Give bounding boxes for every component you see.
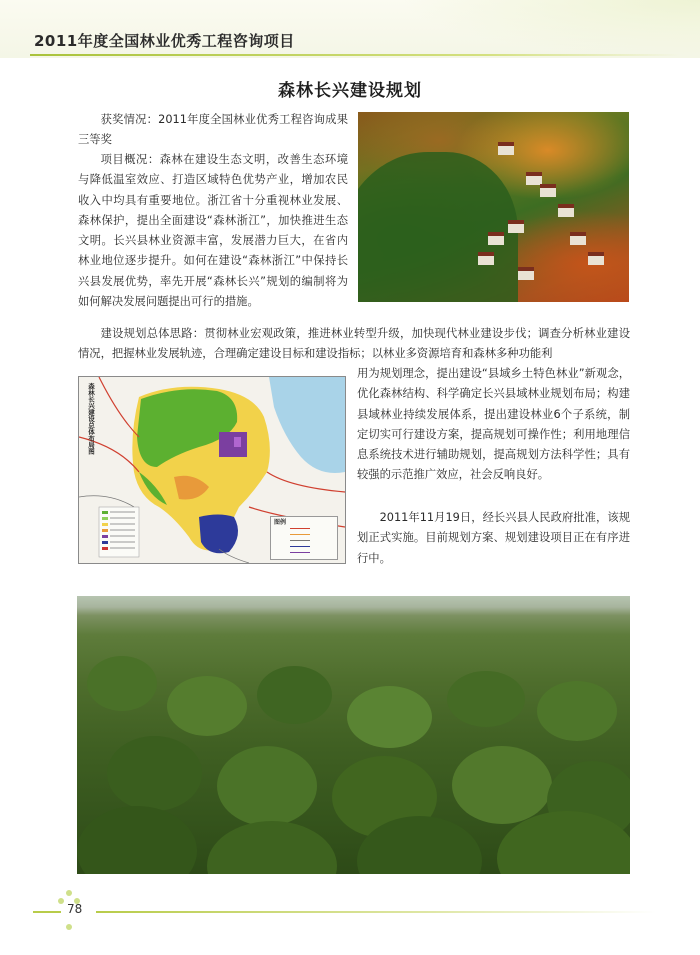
approach-paragraph-continued: 用为规划理念，提出建设“县域乡土特色林业”新观念，优化森林结构、科学确定长兴县域林业规划布局；构建县域林业持续发展体系，提出建设林业6个子系统，制定切实可行建设方案，提高规划可操作性；利用地理信息系统技术进行辅助规划，提高规划方法科学性；具有较强的示范推广效应，社会反响良好。 [357,367,630,482]
map-title: 森林长兴建设总体布局图 [87,383,95,455]
house-shape [498,142,514,155]
house-shape [540,184,556,197]
tree-crown [87,656,157,711]
article-title: 森林长兴建设规划 [278,81,422,101]
tree-crown [217,746,317,826]
legend-line [290,534,310,535]
approach-paragraph: 建设规划总体思路：贯彻林业宏观政策，推进林业转型升级，加快现代林业建设步伐；调查分析林业建设情况，把握林业发展轨迹，合理确定建设目标和建设指标；以林业多资源培育和森林多种功能利 [78,327,630,361]
house-shape [488,232,504,245]
house-shape [570,232,586,245]
tree-crown [537,681,617,741]
tree-crown [447,671,525,727]
header-rule [30,54,680,56]
tree-crown [107,736,202,811]
footer-rule-left [33,911,61,913]
tree-crown [207,821,337,874]
legend-road-line [290,528,310,529]
house-shape [478,252,494,265]
house-shape [588,252,604,265]
tree-crown [347,686,432,748]
urban-area-purple [219,432,247,457]
map-legend-title: 图例 [274,519,287,526]
award-paragraph: 获奖情况：2011年度全国林业优秀工程咨询成果三等奖 [78,113,348,147]
header-title: 2011年度全国林业优秀工程咨询项目 [34,32,295,50]
house-shape [558,204,574,217]
overview-paragraph: 项目概况：森林在建设生态文明，改善生态环境与降低温室效应、打造区域特色优势产业，增加农民收入中均具有重要地位。浙江省十分重视林业发展、森林保护，提出全面建设“森林浙江”，加快推进生态文明。长兴县林业资源丰富，发展潜力巨大，在省内林业地位逐步提升。如何在建设“森林浙江”中保持长兴县发展优势，率先开展“森林长兴”规划的编制将为如何解决发展问题提出可行的措施。 [78,153,348,309]
page-number: 78 [67,902,83,916]
forest-canopy-photo [77,596,630,874]
house-shape [508,220,524,233]
decorative-dot [66,924,72,930]
house-shape [518,267,534,280]
tree-crown [452,746,552,824]
footer-rule [96,911,656,913]
tree-crown [77,806,197,874]
legend-line [290,540,310,541]
tree-crown [167,676,247,736]
legend-line [290,546,310,547]
autumn-village-photo [358,112,629,302]
approval-paragraph: 2011年11月19日，经长兴县人民政府批准，该规划正式实施。目前规划方案、规划建设项目正在有序进行中。 [357,511,630,565]
hill-shape [358,152,518,302]
decorative-dot [66,890,72,896]
urban-core [234,437,241,447]
tree-crown [257,666,332,724]
decorative-dot [58,898,64,904]
legend-line [290,552,310,553]
